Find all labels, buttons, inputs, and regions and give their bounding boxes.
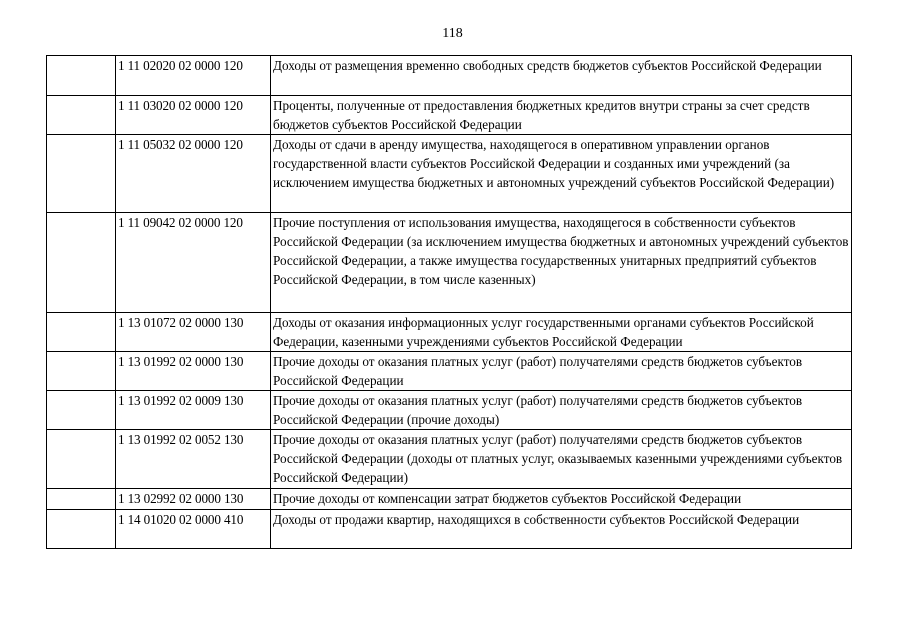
table-row <box>47 489 852 510</box>
page-number: 118 <box>442 26 463 41</box>
budget-code-cell: 1 11 05032 02 0000 120 <box>116 135 271 213</box>
revenue-name-cell: Прочие поступления от использования имущества, находящегося в собственности субъектов Российской Федерации (за исключением имущества бюджетных и автономных учреждений субъектов Российской Федерации, а также имущества государственных унитарных предприятий субъектов Российской Федерации, в том числе казенных) <box>271 213 852 313</box>
admin-cell <box>47 391 116 430</box>
table-row <box>47 135 852 213</box>
revenue-classification-table <box>46 55 852 549</box>
revenue-name-cell: Проценты, полученные от предоставления бюджетных кредитов внутри страны за счет средств бюджетов субъектов Российской Федерации <box>271 96 852 135</box>
revenue-name-cell: Прочие доходы от компенсации затрат бюджетов субъектов Российской Федерации <box>271 489 852 510</box>
budget-code-cell: 1 13 01992 02 0052 130 <box>116 430 271 489</box>
revenue-name-cell: Доходы от продажи квартир, находящихся в собственности субъектов Российской Федерации <box>271 510 852 549</box>
revenue-name-cell: Прочие доходы от оказания платных услуг (работ) получателями средств бюджетов субъектов Российской Федерации <box>271 352 852 391</box>
table-row <box>47 510 852 549</box>
admin-cell <box>47 352 116 391</box>
admin-cell <box>47 213 116 313</box>
budget-code-cell: 1 13 02992 02 0000 130 <box>116 489 271 510</box>
budget-code-cell: 1 13 01992 02 0009 130 <box>116 391 271 430</box>
budget-code-cell: 1 11 02020 02 0000 120 <box>116 56 271 96</box>
budget-code-cell: 1 13 01072 02 0000 130 <box>116 313 271 352</box>
budget-code-cell: 1 11 03020 02 0000 120 <box>116 96 271 135</box>
admin-cell <box>47 135 116 213</box>
admin-cell <box>47 96 116 135</box>
admin-cell <box>47 430 116 489</box>
table-row <box>47 56 852 96</box>
table-row <box>47 96 852 135</box>
budget-code-cell: 1 14 01020 02 0000 410 <box>116 510 271 549</box>
revenue-name-cell: Доходы от размещения временно свободных средств бюджетов субъектов Российской Федерации <box>271 56 852 96</box>
revenue-name-cell: Прочие доходы от оказания платных услуг (работ) получателями средств бюджетов субъектов Российской Федерации (доходы от платных услуг, оказываемых казенными учреждениями субъектов Российской Федерации) <box>271 430 852 489</box>
table-row <box>47 352 852 391</box>
table-row <box>47 313 852 352</box>
budget-code-cell: 1 13 01992 02 0000 130 <box>116 352 271 391</box>
admin-cell <box>47 313 116 352</box>
table-row <box>47 391 852 430</box>
revenue-name-cell: Доходы от сдачи в аренду имущества, находящегося в оперативном управлении органов государственной власти субъектов Российской Федерации и созданных ими учреждений (за исключением имущества бюджетных и автономных учреждений субъектов Российской Федерации) <box>271 135 852 213</box>
revenue-name-cell: Доходы от оказания информационных услуг государственными органами субъектов Российской Федерации, казенными учреждениями субъектов Российской Федерации <box>271 313 852 352</box>
admin-cell <box>47 489 116 510</box>
table-row <box>47 430 852 489</box>
budget-code-cell: 1 11 09042 02 0000 120 <box>116 213 271 313</box>
admin-cell <box>47 56 116 96</box>
revenue-name-cell: Прочие доходы от оказания платных услуг (работ) получателями средств бюджетов субъектов Российской Федерации (прочие доходы) <box>271 391 852 430</box>
table-row <box>47 213 852 313</box>
admin-cell <box>47 510 116 549</box>
